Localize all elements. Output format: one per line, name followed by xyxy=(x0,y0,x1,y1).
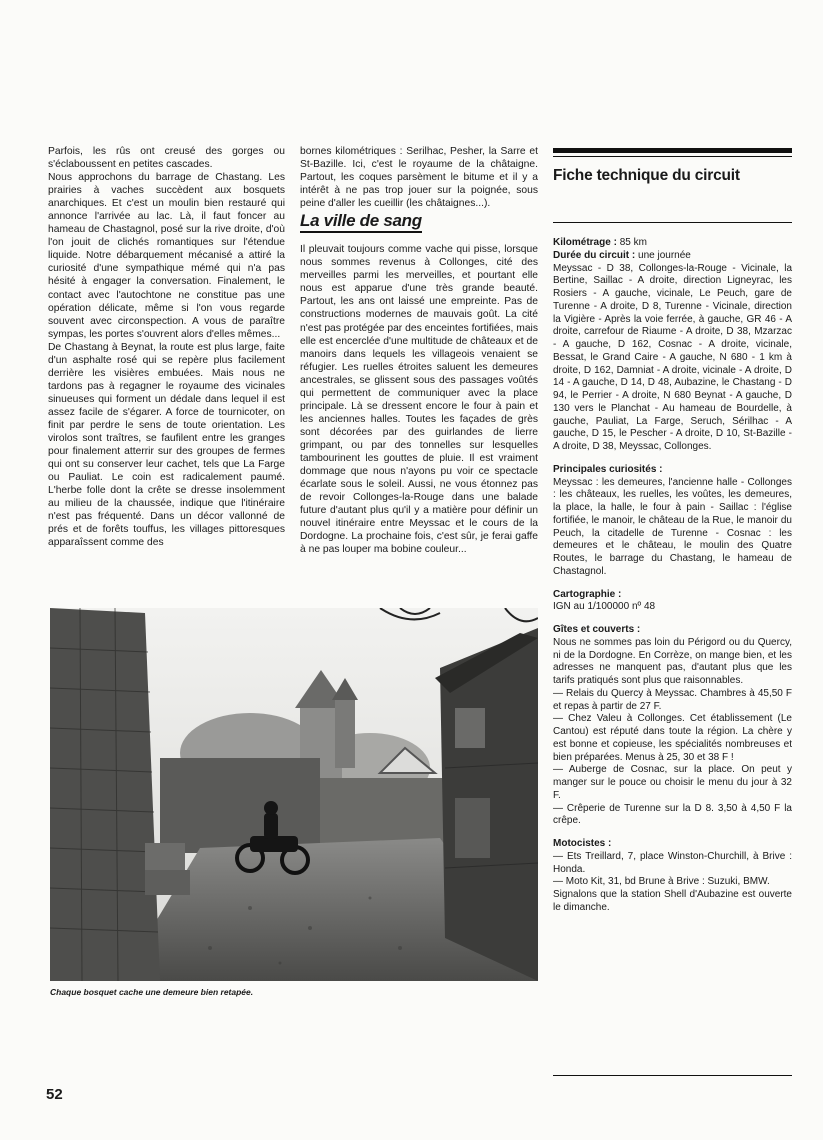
paragraph: De Chastang à Beynat, la route est plus large, faite d'un asphalte rosé qui se repère plus facilement derrière les visières embuées. Mais nous ne tardons pas à regagner le royaume des vicinales sinueuses qui forment un dédale dans lequel il est assez facile de s'égarer. A force de tournicoter, on finit par perdre le sens de toute orientation. Les virolos sont traîtres, se faufilent entre les granges pour finalement atterrir sur des groupes de fermes qui ont su conserver leur cachet, tels que La Farge ou Pauliat. Le coin est radicalement paumé. L'herbe folle dont la crête se dresse insolemment au milieu de la chaussée, indique que l'itinéraire n'est pas fréquenté. Dans un décor vallonné de prés et de forêts touffus, les villages pittoresques apparaîssent comme des xyxy=(48,341,285,549)
cartographie-text: IGN au 1/100000 nº 48 xyxy=(553,601,656,613)
gites-label: Gîtes et couverts : xyxy=(553,624,641,635)
motocistes-label: Motocistes : xyxy=(553,838,612,849)
paragraph: Il pleuvait toujours comme vache qui pisse, lorsque nous sommes revenus à Collonges, cité des merveilles parmi les merveilles, et pourtant elle nous est apparue d'une très grande beauté. Partout, les ans ont laissé une empreinte. Pas de constructions modernes de mauvais goût. La cité n'est pas protégée par des enceintes fortifiées, mais elle est encerclée d'une multitude de châteaux et de manoirs dans lequels les villageois venaient se réfugier. Les ruelles étroites saluent les demeures ancestrales, se glissent sous des passages voûtés qui permettent de communiquer avec la place principale. Là se dressent encore le four à pain et les anciennes halles. Toutes les façades de grès sont décorées par des guirlandes de lierre grimpant, ou par des tonnelles sur lesquelles tambourinent les gouttes de pluie. Il est vraiment dommage que nous n'ayons pu voir ce spectacle écarlate sous le soleil. Aussi, ne vous étonnez pas de revoir Collonges-la-Rouge dans une balade future d'autant plus qu'il y a matière pour définir un nouvel itinéraire entre Meyssac et le cours de la Dordogne. La prochaine fois, c'est sûr, je ferai gaffe à ne pas louper ma bobine couleur... xyxy=(300,244,538,556)
fiche-technique-box xyxy=(553,237,792,915)
paragraph: Nous approchons du barrage de Chastang. Les prairies à vaches succèdent aux bosquets anarchiques. Et c'est un moulin bien restauré qui annonce l'arrivée au lac. Là, il faut foncer au hameau de Chastagnol, posé sur la rive droite, d'où l'on jouit de clichés romantiques sur l'étendue liquide. Notre débarquement mécanisé a attiré la curiosité d'une sympathique mémé qui n'a pas hésité à engager la conversation. Finalement, le contact avec l'autochtone ne constitue pas une opération délicate, même si l'on vous regarde souvent avec circonspection. A vous de paraître sympas, les portes s'ouvrent alors d'elles mêmes... xyxy=(48,172,285,340)
section-subheading: La ville de sang xyxy=(300,211,422,233)
motocistes-text: — Ets Treillard, 7, place Winston-Churchill, à Brive : Honda. xyxy=(553,850,792,875)
sidebar-rule-thin xyxy=(553,156,792,157)
km-value: 85 km xyxy=(619,237,647,248)
sidebar-title: Fiche technique du circuit xyxy=(553,167,740,184)
sidebar-rule-bottom xyxy=(553,1075,792,1076)
photo-caption: Chaque bosquet cache une demeure bien retapée. xyxy=(50,987,254,997)
gites-text: Nous ne sommes pas loin du Périgord ou du Quercy, ni de la Dordogne. En Corrèze, on mange bien, et les adresses ne manquent pas, d'autant plus que les tarifs pratiqués sont plus que raisonnables. xyxy=(553,636,792,686)
duree-value: une journée xyxy=(638,249,691,261)
motocistes-text: Signalons que la station Shell d'Aubazine est ouverte le dimanche. xyxy=(553,889,792,913)
gites-text: — Crêperie de Turenne sur la D 8. 3,50 à 4,50 F la crêpe. xyxy=(553,802,792,827)
village-street-photo xyxy=(50,608,538,981)
paragraph: bornes kilométriques : Serilhac, Pesher, la Sarre et St-Bazille. Ici, c'est le royaume de la châtaigne. Partout, les coques parsèment le bitume et il y a intérêt à ne pas trop jouer sur la poignée, sous peine d'aller les cueillir (les châtaignes...). xyxy=(300,146,538,210)
km-row xyxy=(553,237,792,250)
sidebar-rule-thick xyxy=(553,148,792,153)
gites-text: — Relais du Quercy à Meyssac. Chambres à 45,50 F et repas à partir de 27 F. xyxy=(553,687,792,712)
itinerary-text: Meyssac - D 38, Collonges-la-Rouge - Vicinale, la Bertine, Saillac - A droite, direction Ligneyrac, les Rosiers - A gauche, vicinale, Le Peuch, gare de Turenne - A droite, D 8, Turenne - Vicinale, direction la Vigière - Après la voie ferrée, à gauche, GR 46 - A droite, carrefour de Riaume - A droite, D 38, Mzarzac - A gauche, D 162, Cosnac - A droite, vicinale, Bessat, le Grand Caire - A gauche, N 680 - 1 km à droite, D 162, Damniat - A droite, vicinale - A droite, D 14 - A gauche, D 14, D 48, Aubazine, le Chastang - D 94, le Perrier - A droite, N 680 Beynat - A gauche, D 130 vers le Planchat - Au hameau de Bourdelle, à gauche, Pauliat, La Farge, Seruch, Sérilhac - A gauche, D 15, le Pescher - A droite, D 10, St-Bazille - A droite, D 38, Meyssac, Collonges. xyxy=(553,262,792,452)
cartographie-label: Cartographie : xyxy=(553,588,622,600)
gites-text: — Auberge de Cosnac, sur la place. On peut y manger sur le pouce ou choisir le menu du jour à 32 F. xyxy=(553,764,792,801)
km-label: Kilométrage : xyxy=(553,237,617,248)
article-column-2 xyxy=(300,145,538,556)
curiosites-label: Principales curiosités : xyxy=(553,463,663,475)
gites-text: — Chez Valeu à Collonges. Cet établissement (Le Cantou) est réputé dans toute la région. La chère y est bonne et copieuse, les spécialités nombreuses et bien préparées. Menus à 25, 30 et 38 F ! xyxy=(553,713,792,763)
motocistes-text: — Moto Kit, 31, bd Brune à Brive : Suzuki, BMW. xyxy=(553,876,770,888)
article-column-1 xyxy=(48,145,285,549)
curiosites-text: Meyssac : les demeures, l'ancienne halle - Collonges : les châteaux, les ruelles, les voûtes, les demeures, la place, la halle, le four à pain - Saillac : l'église fortifiée, le manoir, le château de la Rue, le manoir du Peuch, la citadelle de Turenne - Cosnac : les demeures et le château, le moulin des Quatre Routes, le barrage du Chastang, le hameau de Chastagnol. xyxy=(553,476,792,577)
paragraph: Parfois, les rûs ont creusé des gorges ou s'éclaboussent en petites cascades. xyxy=(48,146,285,171)
sidebar-rule-thin xyxy=(553,222,792,223)
duree-row xyxy=(553,250,792,263)
page-number: 52 xyxy=(46,1086,63,1103)
duree-label: Durée du circuit : xyxy=(553,249,636,261)
